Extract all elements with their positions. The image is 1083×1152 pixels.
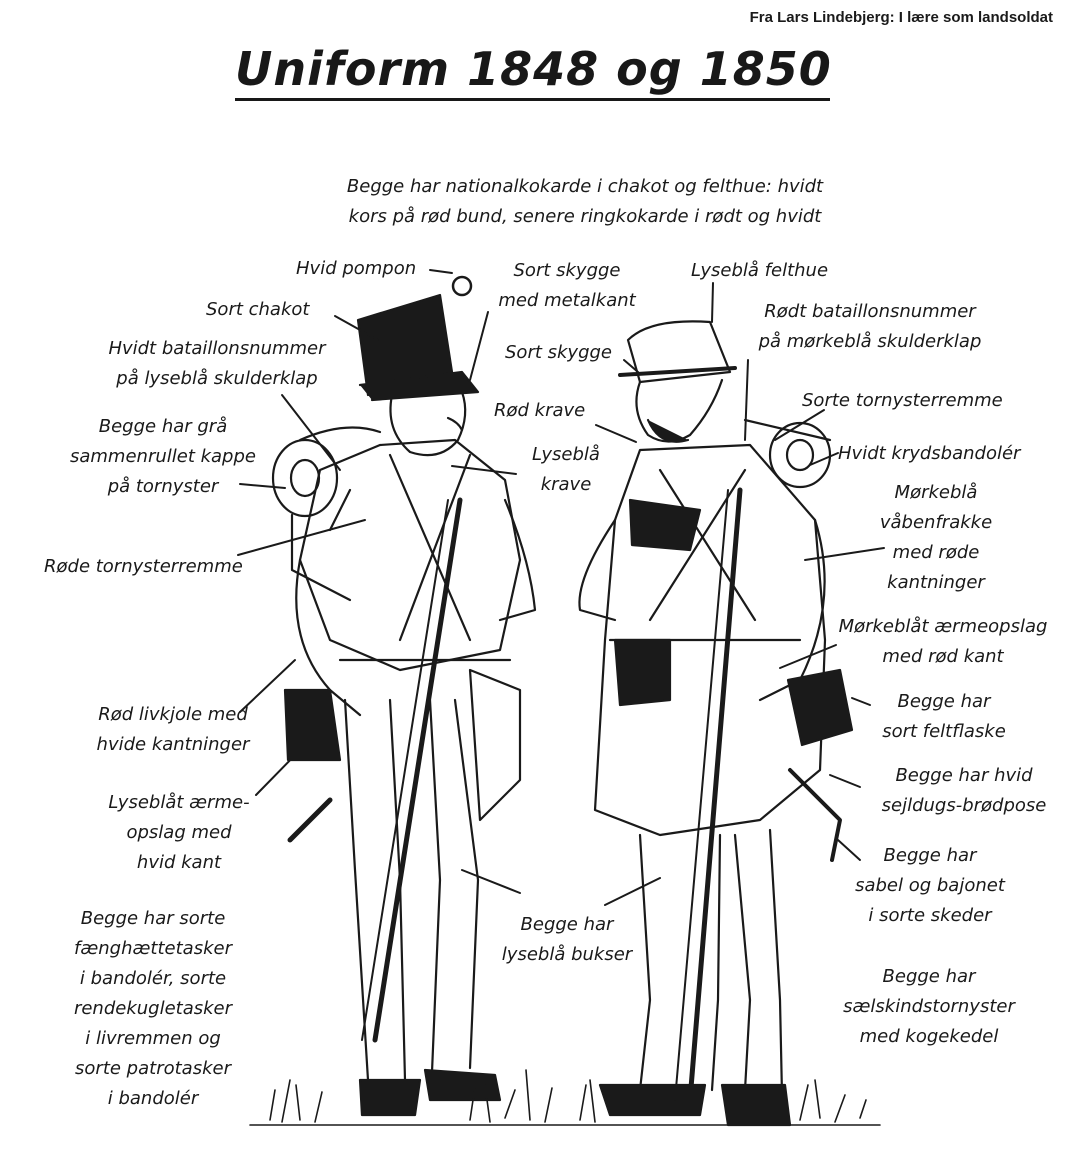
label-grey-rolled-cape: Begge har grå sammenrullet kappe på tornyster bbox=[69, 416, 256, 497]
label-light-blue-field-cap: Lyseblå felthue bbox=[691, 260, 829, 281]
field-flask-icon bbox=[788, 670, 852, 745]
label-sealskin-knapsack: Begge har sælskindstornyster med kogekedel bbox=[843, 966, 1015, 1047]
label-dark-blue-cuff: Mørkeblåt ærmeopslag med rød kant bbox=[838, 616, 1048, 667]
label-black-pouches: Begge har sorte fænghættetasker i bandolér, sorte rendekugletasker i livremmen og sorte patrotasker i bandolér bbox=[73, 908, 233, 1109]
right-soldier bbox=[579, 321, 852, 1125]
label-red-battalion-number: Rødt bataillonsnummer på mørkeblå skulderklap bbox=[758, 301, 982, 352]
cartridge-pouch-icon bbox=[285, 690, 340, 760]
source-credit: Fra Lars Lindebjerg: I lære som landsoldat bbox=[749, 9, 1053, 26]
label-light-blue-collar: Lyseblå krave bbox=[532, 444, 600, 495]
label-red-tunic: Rød livkjole med hvide kantninger bbox=[96, 704, 250, 755]
label-bread-bag: Begge har hvid sejldugs-brødpose bbox=[881, 765, 1047, 816]
label-sabre-bayonet: Begge har sabel og bajonet i sorte skeder bbox=[855, 845, 1005, 926]
label-white-pompon: Hvid pompon bbox=[296, 258, 417, 279]
white-pompon-icon bbox=[453, 277, 471, 295]
label-white-battalion-number: Hvidt bataillonsnummer på lyseblå skulderklap bbox=[108, 338, 326, 389]
label-black-shako: Sort chakot bbox=[206, 299, 310, 320]
label-white-cross-belt: Hvidt krydsbandolér bbox=[838, 443, 1021, 464]
label-black-visor-metal-edge: Sort skygge med metalkant bbox=[498, 260, 636, 311]
label-black-field-flask: Begge har sort feltflaske bbox=[882, 691, 1006, 742]
label-light-blue-trousers: Begge har lyseblå bukser bbox=[501, 914, 633, 965]
label-dark-blue-frock: Mørkeblå våbenfrakke med røde kantninger bbox=[879, 482, 993, 593]
page-title: Uniform 1848 og 1850 bbox=[235, 40, 830, 101]
label-light-blue-cuff: Lyseblåt ærme- opslag med hvid kant bbox=[108, 792, 250, 873]
label-red-collar: Rød krave bbox=[494, 400, 586, 421]
rolled-cape-icon bbox=[273, 440, 337, 516]
label-red-knapsack-straps: Røde tornysterremme bbox=[44, 556, 243, 577]
label-cockade-note: Begge har nationalkokarde i chakot og felthue: hvidt kors på rød bund, senere ringkokarde i rødt og hvidt bbox=[346, 176, 824, 227]
label-black-knapsack-straps: Sorte tornysterremme bbox=[802, 390, 1003, 411]
label-black-visor: Sort skygge bbox=[505, 342, 612, 363]
